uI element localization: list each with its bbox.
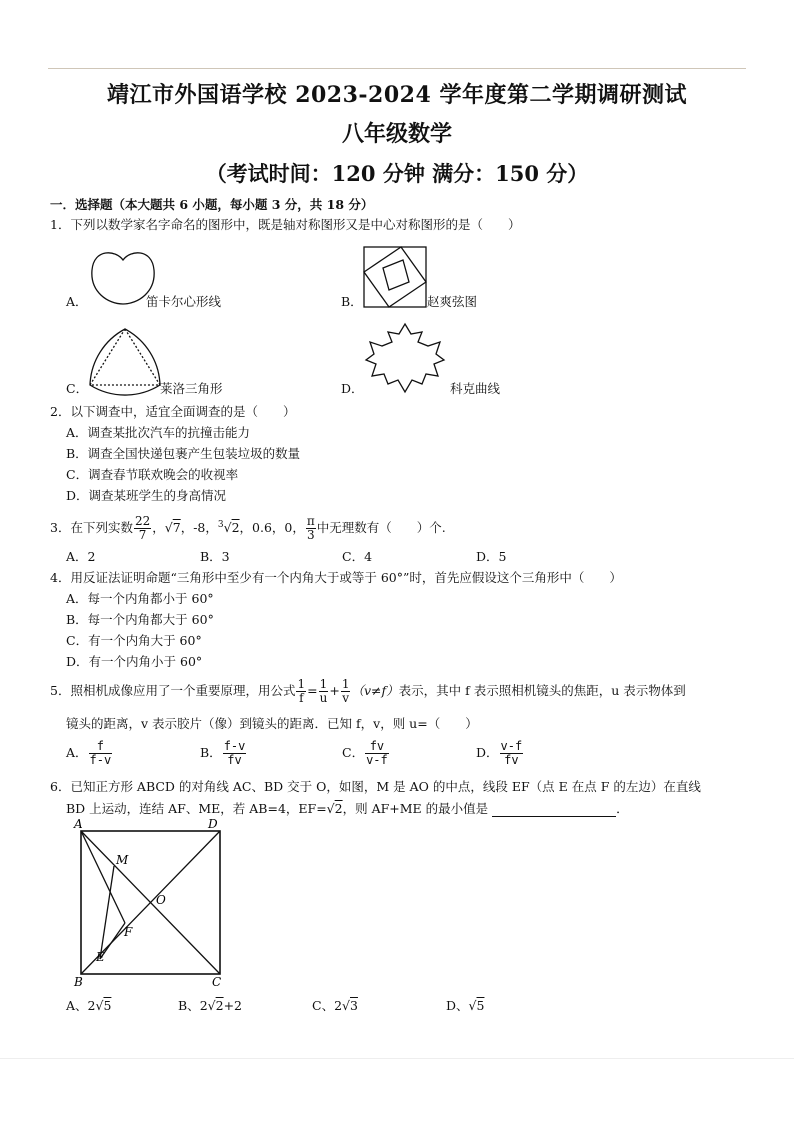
q3-stem bbox=[50, 512, 446, 542]
answer-blank[interactable] bbox=[492, 804, 616, 817]
q3-option-c: C．4 bbox=[342, 549, 373, 564]
q3-fraction-pi-3: $\frac{\pi}{3}$ bbox=[306, 514, 315, 543]
q2-option-c: C．调查春节联欢晚会的收视率 bbox=[66, 467, 239, 482]
q5-option-a: A． $\frac{f}{f-v}$ bbox=[66, 739, 112, 767]
q5-stem-line2: 镜头的距离，v 表示胶片（像）到镜头的距离．已知 f，v，则 u=（ ） bbox=[66, 716, 478, 731]
zhao-shuang-figure bbox=[363, 246, 427, 308]
q1-option-c-label: 莱洛三角形 bbox=[160, 381, 223, 396]
q3-fraction-22-7: $\frac{22}{7}$ bbox=[134, 514, 151, 543]
q3-mid: ，-8， bbox=[180, 520, 218, 536]
segment-af bbox=[81, 831, 125, 923]
q1-stem: 1．下列以数学家名字命名的图形中，既是轴对称图形又是中心对称图形的是（ ） bbox=[50, 217, 521, 232]
label-b: B bbox=[74, 975, 83, 989]
q1-option-d-letter: D． bbox=[341, 381, 364, 396]
label-f: F bbox=[124, 925, 133, 939]
label-m: M bbox=[116, 853, 129, 867]
q5-after-formula: 表示，其中 f 表示照相机镜头的焦距，u 表示物体到 bbox=[398, 683, 686, 698]
q2-option-d: D．调查某班学生的身高情况 bbox=[66, 488, 227, 503]
q1-option-d-label: 科克曲线 bbox=[450, 381, 501, 396]
q5-formula-1-v: $\frac{1}{v}$ bbox=[341, 677, 350, 705]
exam-info: （考试时间：120 分钟 满分：150 分） bbox=[205, 161, 589, 186]
q6-option-a: A、2√5 bbox=[66, 998, 112, 1013]
q5-prefix: 5．照相机成像应用了一个重要原理，用公式 bbox=[50, 683, 296, 698]
label-d: D bbox=[208, 817, 218, 831]
q4-option-c: C．有一个内角大于 60° bbox=[66, 633, 202, 648]
exam-title: 靖江市外国语学校 2023-2024 学年度第二学期调研测试 bbox=[107, 82, 687, 108]
q2-option-a: A．调查某批次汽车的抗撞击能力 bbox=[66, 425, 251, 440]
q1-option-c-letter: C． bbox=[66, 381, 89, 396]
label-a: A bbox=[74, 817, 83, 831]
q5-option-c: C． $\frac{fv}{v-f}$ bbox=[342, 739, 388, 767]
q5-option-b: B． $\frac{f-v}{fv}$ bbox=[200, 739, 246, 767]
q1-option-b-letter: B． bbox=[341, 294, 363, 309]
q4-option-a: A．每一个内角都小于 60° bbox=[66, 591, 214, 606]
koch-curve-figure bbox=[364, 322, 446, 394]
q4-option-d: D．有一个内角小于 60° bbox=[66, 654, 203, 669]
q5-formula-1-f: $\frac{1}{f}$ bbox=[297, 677, 306, 705]
q2-option-b: B．调查全国快递包裹产生包装垃圾的数量 bbox=[66, 446, 301, 461]
q6-option-b: B、2√2+2 bbox=[178, 998, 242, 1013]
q4-option-b: B．每一个内角都大于 60° bbox=[66, 612, 214, 627]
q3-option-a: A．2 bbox=[66, 549, 96, 564]
q5-option-d: D． $\frac{v-f}{fv}$ bbox=[476, 739, 523, 767]
q2-stem: 2．以下调查中，适宜全面调查的是（ ） bbox=[50, 404, 296, 419]
q1-option-a-letter: A． bbox=[66, 294, 88, 309]
reuleaux-figure bbox=[88, 327, 162, 391]
q4-stem: 4．用反证法证明命题“三角形中至少有一个内角大于或等于 60°”时，首先应假设这个三角形中（ ） bbox=[50, 570, 622, 585]
q6-option-c: C、2√3 bbox=[312, 998, 358, 1013]
q1-option-a-label: 笛卡尔心形线 bbox=[146, 294, 222, 309]
q3-mid2: ，0.6，0， bbox=[239, 520, 305, 536]
section-heading: 一．选择题（本大题共 6 小题，每小题 3 分，共 18 分） bbox=[50, 197, 374, 212]
sqrt-7: √7 bbox=[164, 520, 181, 536]
q5-formula-1-u: $\frac{1}{u}$ bbox=[319, 677, 328, 705]
q3-prefix: 3．在下列实数 bbox=[50, 520, 133, 536]
exam-subject: 八年级数学 bbox=[341, 121, 452, 147]
label-c: C bbox=[212, 975, 222, 989]
sqrt-2: √2 bbox=[326, 801, 343, 816]
q6-stem-line2: BD 上运动，连结 AF、ME，若 AB=4，EF=√2，则 AF+ME 的最小值是 ． bbox=[66, 801, 629, 816]
top-rule bbox=[48, 68, 746, 69]
square-figure bbox=[70, 818, 234, 988]
q1-option-b-label: 赵爽弦图 bbox=[427, 294, 478, 309]
q6-option-d: D、√5 bbox=[446, 998, 485, 1013]
q3-option-d: D．5 bbox=[476, 549, 507, 564]
q5-condition: （v≠f） bbox=[351, 683, 399, 698]
q5-stem-line1: 5．照相机成像应用了一个重要原理，用公式 $\frac{1}{f}$ = $\frac{1}{u}$ + $\frac{1}{v}$ （v≠f）表示，其中 f 表示照相机镜头的焦距，u 表示物体到 bbox=[50, 677, 686, 705]
cbrt-2: $^3$√2 bbox=[217, 520, 240, 536]
label-e: E bbox=[96, 950, 105, 964]
q3-comma: ， bbox=[152, 520, 165, 536]
bottom-rule bbox=[0, 1058, 794, 1059]
q3-suffix: 中无理数有（ ）个. bbox=[316, 520, 446, 536]
segment-me bbox=[100, 866, 114, 959]
label-o: O bbox=[156, 893, 166, 907]
q3-option-b: B．3 bbox=[200, 549, 230, 564]
q6-stem-line1: 6．已知正方形 ABCD 的对角线 AC、BD 交于 O，如图，M 是 AO 的中点，线段 EF（点 E 在点 F 的左边）在直线 bbox=[50, 779, 701, 794]
